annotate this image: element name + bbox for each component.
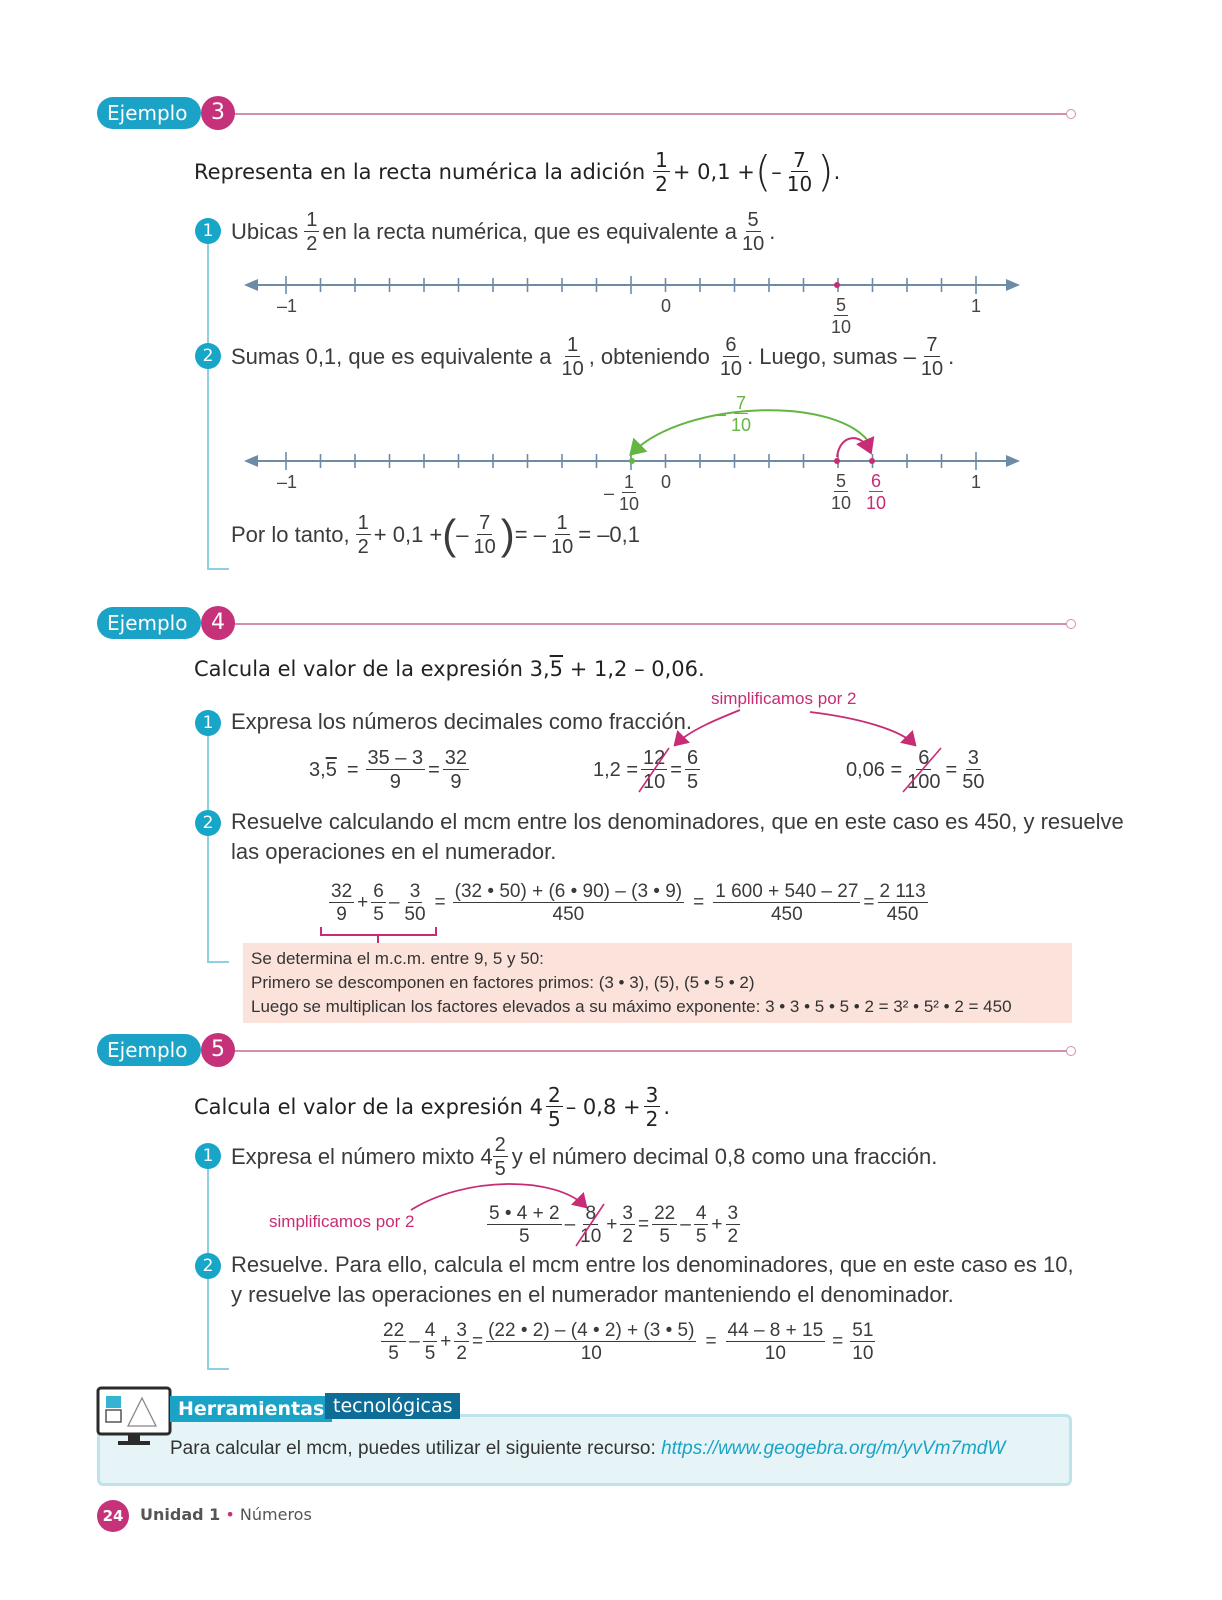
line1-label-minus1: –1 <box>277 296 298 316</box>
ex3-header-dot <box>1066 109 1076 119</box>
ex5-badge: Ejemplo <box>97 1034 201 1066</box>
ex4-calc: 32 9 + $\frac{6}{5}$ – $\frac{3}{50}$ = $\frac{(32 • 50) + (6 • 90) - (3 • 9)}{450}$ = $\frac{1 600 + 540 - 27}{450}$ = $\frac{2 113}{450}$ <box>331 881 926 925</box>
tools-link[interactable]: https://www.geogebra.org/m/yvVm7mdW <box>661 1438 1006 1459</box>
ex4-conv-c: 0,06 = $\frac{6}{100}$ = $\frac{3}{50}$ <box>846 747 985 793</box>
ex5-title: Calcula el valor de la expresión 4 2 5 – 0,8 + $\frac{3}{2}$ . <box>194 1083 670 1131</box>
ex4-badge: Ejemplo <box>97 607 201 639</box>
ex4-header-dot <box>1066 619 1076 629</box>
line1-label-one: 1 <box>971 296 982 316</box>
tools-text: Para calcular el mcm, puedes utilizar el siguiente recurso: https://www.geogebra.org/m/yvVm7mdW <box>170 1438 1006 1459</box>
ex4-step-line <box>207 730 209 963</box>
ex4-number: 4 <box>201 606 235 640</box>
ex5-conv: 5 • 4 + 2 5 – 8 10 + $\frac{3}{2}$ = $\frac{22}{5}$ – 4 5 + $\frac{3}{2}$ <box>489 1203 739 1247</box>
ex5-step1-text: Expresa el número mixto 4 2 5 y el número decimal 0,8 como una fracción. <box>231 1134 938 1180</box>
ex3-step1-text: Ubicas 1 2 en la recta numérica, que es equivalente a 5 10 . <box>231 209 776 255</box>
ex3-header-line <box>220 113 1068 115</box>
ex4-conv-b: 1,2 = $\frac{12}{10}$ = $\frac{6}{5}$ <box>593 747 699 793</box>
ex4-title: Calcula el valor de la expresión 3,5 + 1,2 – 0,06. <box>194 657 705 681</box>
ex4-step2-line2: las operaciones en el numerador. <box>231 839 557 864</box>
ex5-step1-number: 1 <box>195 1143 221 1169</box>
ex5-header-line <box>220 1050 1068 1052</box>
ex4-conv-a: 3, 5 = $\frac{35 - 3}{9}$ = $\frac{32}{9}$ <box>309 747 468 793</box>
ex5-step-line-end <box>207 1368 229 1370</box>
tools-title-1: Herramientas <box>170 1396 332 1422</box>
ex4-step-line-end <box>207 961 229 963</box>
arrow-plus-one-tenth <box>837 438 870 457</box>
line2-label-five-tenths: 5 10 <box>831 471 852 513</box>
ex3-conclusion: Por lo tanto, 1 2 + 0,1 + ( – 7 10 ) = – $\frac{1}{10}$ = –0,1 <box>231 511 641 558</box>
ex5-calc: 22 5 – 4 5 + $\frac{3}{2}$ = $\frac{(22 • 2) - (4 • 2) + (3 • 5)}{10}$ = $\frac{44 - 8 + 15}{10}$ = $\frac{51}{10}$ <box>383 1320 874 1364</box>
ex3-step2-text: Sumas 0,1, que es equivalente a 1 10 , obteniendo 6 10 . Luego, sumas – 7 10 . <box>231 334 955 380</box>
ex3-title: Representa en la recta numérica la adición 1 2 + 0,1 + ( – 7 10 ) . <box>194 147 841 196</box>
ex4-simplify-note: simplificamos por 2 <box>711 689 857 708</box>
mcm-box-line1: Se determina el m.c.m. entre 9, 5 y 50: <box>251 949 544 968</box>
ex3-step1-number: 1 <box>195 218 221 244</box>
ex4-step2-line1: Resuelve calculando el mcm entre los denominadores, que en este caso es 450, y resuelve <box>231 809 1124 834</box>
monitor-icon <box>96 1386 172 1448</box>
tools-title-2: tecnológicas <box>325 1393 460 1419</box>
number-line-1 <box>240 270 1030 310</box>
line1-label-zero: 0 <box>661 296 672 316</box>
page-number: 24 <box>97 1500 129 1532</box>
line2-label-neg-one-tenth: – 1 10 <box>604 472 640 514</box>
ex4-mcm-box <box>243 943 1072 1023</box>
ex5-number: 5 <box>201 1033 235 1067</box>
line2-label-six-tenths: 6 10 <box>866 471 887 513</box>
footer-unit: Unidad 1 • Números <box>140 1505 312 1524</box>
ex4-step2-number: 2 <box>195 810 221 836</box>
ex3-step-line <box>207 240 209 570</box>
ex4-step1-number: 1 <box>195 710 221 736</box>
line2-label-one: 1 <box>971 472 982 492</box>
ex3-badge: Ejemplo <box>97 97 201 129</box>
number-line-2 <box>240 395 1030 475</box>
ex5-simplify-note: simplificamos por 2 <box>269 1212 415 1231</box>
ex5-step2-line2: y resuelve las operaciones en el numerador manteniendo el denominador. <box>231 1282 954 1307</box>
ex4-step1-text: Expresa los números decimales como fracción. <box>231 709 692 734</box>
ex5-header-dot <box>1066 1046 1076 1056</box>
line2-label-zero: 0 <box>661 472 672 492</box>
line1-label-five-tenths: 5 10 <box>831 295 852 337</box>
ex3-step2-number: 2 <box>195 343 221 369</box>
mcm-box-line3: Luego se multiplican los factores elevados a su máximo exponente: 3 • 3 • 5 • 5 • 2 = 3² • 5² • 2 = 450 <box>251 997 1012 1016</box>
ex4-header-line <box>220 623 1068 625</box>
arrow-label: – 7 10 <box>716 393 752 435</box>
ex5-step2-number: 2 <box>195 1253 221 1279</box>
ex5-step2-line1: Resuelve. Para ello, calcula el mcm entre los denominadores, que en este caso es 10, <box>231 1252 1074 1277</box>
ex3-step-line-end <box>207 568 229 570</box>
mcm-box-line2: Primero se descomponen en factores primos: (3 • 3), (5), (5 • 5 • 2) <box>251 973 755 992</box>
line2-label-minus1: –1 <box>277 472 298 492</box>
ex3-number: 3 <box>201 96 235 130</box>
